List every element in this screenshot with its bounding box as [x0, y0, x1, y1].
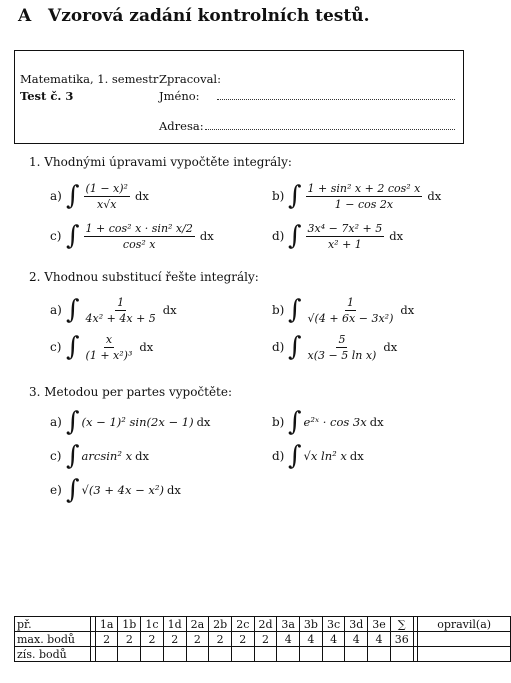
problem-label: e)	[50, 483, 62, 497]
problem-header: 1c	[141, 617, 164, 632]
problem-header: 2c	[231, 617, 254, 632]
integral-sign-icon: ∫	[66, 332, 80, 362]
row-label: max. bodů	[15, 632, 91, 647]
numerator: (1 − x)²	[85, 181, 128, 195]
corrector-cell[interactable]	[418, 632, 511, 647]
differential: dx	[389, 229, 404, 243]
problem-header: 3e	[368, 617, 391, 632]
differential: dx	[427, 189, 442, 203]
fraction	[306, 182, 423, 211]
earned-points-cell[interactable]	[231, 647, 254, 662]
sum-header: ∑	[390, 617, 413, 632]
differential: dx	[162, 303, 177, 317]
problem-header: 2b	[209, 617, 232, 632]
integral-sign-icon: ∫	[66, 407, 80, 437]
problem-3d	[272, 436, 364, 476]
max-points-row	[15, 632, 511, 647]
max-points-cell: 2	[163, 632, 186, 647]
earned-points-cell[interactable]	[277, 647, 300, 662]
denominator: (1 + x²)³	[85, 348, 133, 362]
differential: dx	[400, 303, 415, 317]
earned-points-cell[interactable]	[163, 647, 186, 662]
integral-sign-icon: ∫	[66, 181, 80, 211]
fraction	[306, 333, 379, 362]
integral-sign-icon: ∫	[66, 221, 80, 251]
earned-points-cell[interactable]	[368, 647, 391, 662]
integral-sign-icon: ∫	[66, 441, 80, 471]
integrand: arcsin² x	[81, 449, 133, 463]
corrector-header: opravil(a)	[418, 617, 511, 632]
numerator: 3x⁴ − 7x² + 5	[307, 221, 383, 235]
problem-header: 1d	[163, 617, 186, 632]
max-points-cell: 2	[254, 632, 277, 647]
numerator: 1	[346, 295, 354, 309]
earned-points-cell[interactable]	[118, 647, 141, 662]
appendix-letter: A	[18, 6, 32, 26]
problem-3e	[50, 470, 181, 510]
numerator: x	[105, 332, 113, 346]
numerator: 1 + cos² x · sin² x/2	[85, 221, 193, 235]
row-label: zís. bodů	[15, 647, 91, 662]
numerator: 1 + sin² x + 2 cos² x	[307, 181, 421, 195]
integral-sign-icon: ∫	[66, 295, 80, 325]
question-2-title: 2. Vhodnou substitucí řešte integrály:	[29, 270, 259, 284]
address-label: Adresa:	[159, 119, 204, 133]
heading-title: Vzorová zadání kontrolních testů.	[48, 6, 370, 26]
row-label: př.	[15, 617, 91, 632]
fraction	[84, 222, 195, 251]
denominator: 1 − cos 2x	[334, 197, 394, 211]
problem-label: c)	[50, 449, 62, 463]
problem-header: 2a	[186, 617, 209, 632]
name-field[interactable]	[217, 99, 455, 100]
address-field[interactable]	[205, 129, 455, 130]
problem-2c	[50, 327, 153, 367]
max-points-cell: 2	[141, 632, 164, 647]
max-points-cell: 4	[277, 632, 300, 647]
max-points-cell: 2	[118, 632, 141, 647]
problem-label: d)	[272, 340, 285, 354]
differential: dx	[134, 189, 149, 203]
denominator: x√x	[97, 197, 117, 211]
problem-1b	[272, 176, 441, 216]
earned-points-cell[interactable]	[209, 647, 232, 662]
max-points-cell: 4	[300, 632, 323, 647]
differential: dx	[135, 449, 149, 463]
integral-sign-icon: ∫	[288, 221, 302, 251]
max-points-cell: 2	[95, 632, 118, 647]
problem-label: a)	[50, 415, 62, 429]
problem-label: b)	[272, 189, 285, 203]
problem-2d	[272, 327, 397, 367]
max-points-cell: 4	[368, 632, 391, 647]
numerator: 5	[338, 332, 346, 346]
integrand: e²ˣ · cos 3x	[303, 415, 367, 429]
problem-label: b)	[272, 303, 285, 317]
subject-label: Matematika, 1. semestr	[20, 72, 159, 86]
integral-sign-icon: ∫	[288, 332, 302, 362]
differential: dx	[166, 483, 181, 497]
integral-sign-icon: ∫	[288, 441, 302, 471]
problem-1c	[50, 216, 214, 256]
problem-label: d)	[272, 229, 285, 243]
differential: dx	[349, 449, 364, 463]
student-info-box	[14, 50, 464, 144]
problem-row	[15, 617, 511, 632]
numerator: 1	[117, 295, 125, 309]
denominator: cos² x	[122, 237, 156, 251]
differential: dx	[369, 415, 384, 429]
problem-label: a)	[50, 189, 62, 203]
differential: dx	[196, 415, 211, 429]
problem-label: a)	[50, 303, 62, 317]
denominator: 4x² + 4x + 5	[85, 311, 156, 325]
denominator: x(3 − 5 ln x)	[307, 348, 377, 362]
differential: dx	[139, 340, 154, 354]
max-points-total: 36	[390, 632, 413, 647]
integral-sign-icon: ∫	[288, 407, 302, 437]
integral-sign-icon: ∫	[288, 181, 302, 211]
denominator: √(4 + 6x − 3x²)	[307, 311, 394, 325]
integrand: (x − 1)² sin(2x − 1)	[81, 415, 194, 429]
earned-points-row	[15, 647, 511, 662]
max-points-cell: 2	[186, 632, 209, 647]
fraction	[84, 333, 135, 362]
earned-points-cell[interactable]	[300, 647, 323, 662]
denominator: x² + 1	[327, 237, 362, 251]
problem-label: c)	[50, 229, 62, 243]
processed-by-label: Zpracoval:	[159, 72, 221, 86]
max-points-cell: 4	[345, 632, 368, 647]
earned-points-total[interactable]	[390, 647, 413, 662]
integral-sign-icon: ∫	[288, 295, 302, 325]
differential: dx	[199, 229, 214, 243]
max-points-cell: 2	[231, 632, 254, 647]
problem-header: 3a	[277, 617, 300, 632]
problem-header: 1a	[95, 617, 118, 632]
test-number: Test č. 3	[20, 89, 74, 103]
problem-label: b)	[272, 415, 285, 429]
question-3-title: 3. Metodou per partes vypočtěte:	[29, 385, 233, 399]
fraction	[84, 182, 130, 211]
earned-points-cell[interactable]	[141, 647, 164, 662]
problem-label: c)	[50, 340, 62, 354]
integral-sign-icon: ∫	[66, 475, 80, 505]
integrand: √x ln² x	[303, 449, 347, 463]
fraction	[306, 296, 396, 325]
problem-2b	[272, 290, 414, 330]
corrector-signature-cell[interactable]	[418, 647, 511, 662]
differential: dx	[383, 340, 398, 354]
problem-header: 3c	[322, 617, 345, 632]
problem-header: 1b	[118, 617, 141, 632]
earned-points-cell[interactable]	[95, 647, 118, 662]
fraction	[84, 296, 158, 325]
earned-points-cell[interactable]	[345, 647, 368, 662]
max-points-cell: 2	[209, 632, 232, 647]
earned-points-cell[interactable]	[254, 647, 277, 662]
fraction	[306, 222, 385, 251]
problem-header: 3d	[345, 617, 368, 632]
max-points-cell: 4	[322, 632, 345, 647]
score-table	[14, 616, 511, 662]
problem-header: 2d	[254, 617, 277, 632]
problem-1d	[272, 216, 403, 256]
integrand: √(3 + 4x − x²)	[81, 483, 164, 497]
earned-points-cell[interactable]	[322, 647, 345, 662]
name-label: Jméno:	[159, 89, 200, 103]
problem-2a	[50, 290, 177, 330]
page-heading	[18, 6, 370, 26]
question-1-title: 1. Vhodnými úpravami vypočtěte integrály:	[29, 155, 292, 169]
earned-points-cell[interactable]	[186, 647, 209, 662]
problem-header: 3b	[300, 617, 323, 632]
problem-1a	[50, 176, 149, 216]
problem-label: d)	[272, 449, 285, 463]
